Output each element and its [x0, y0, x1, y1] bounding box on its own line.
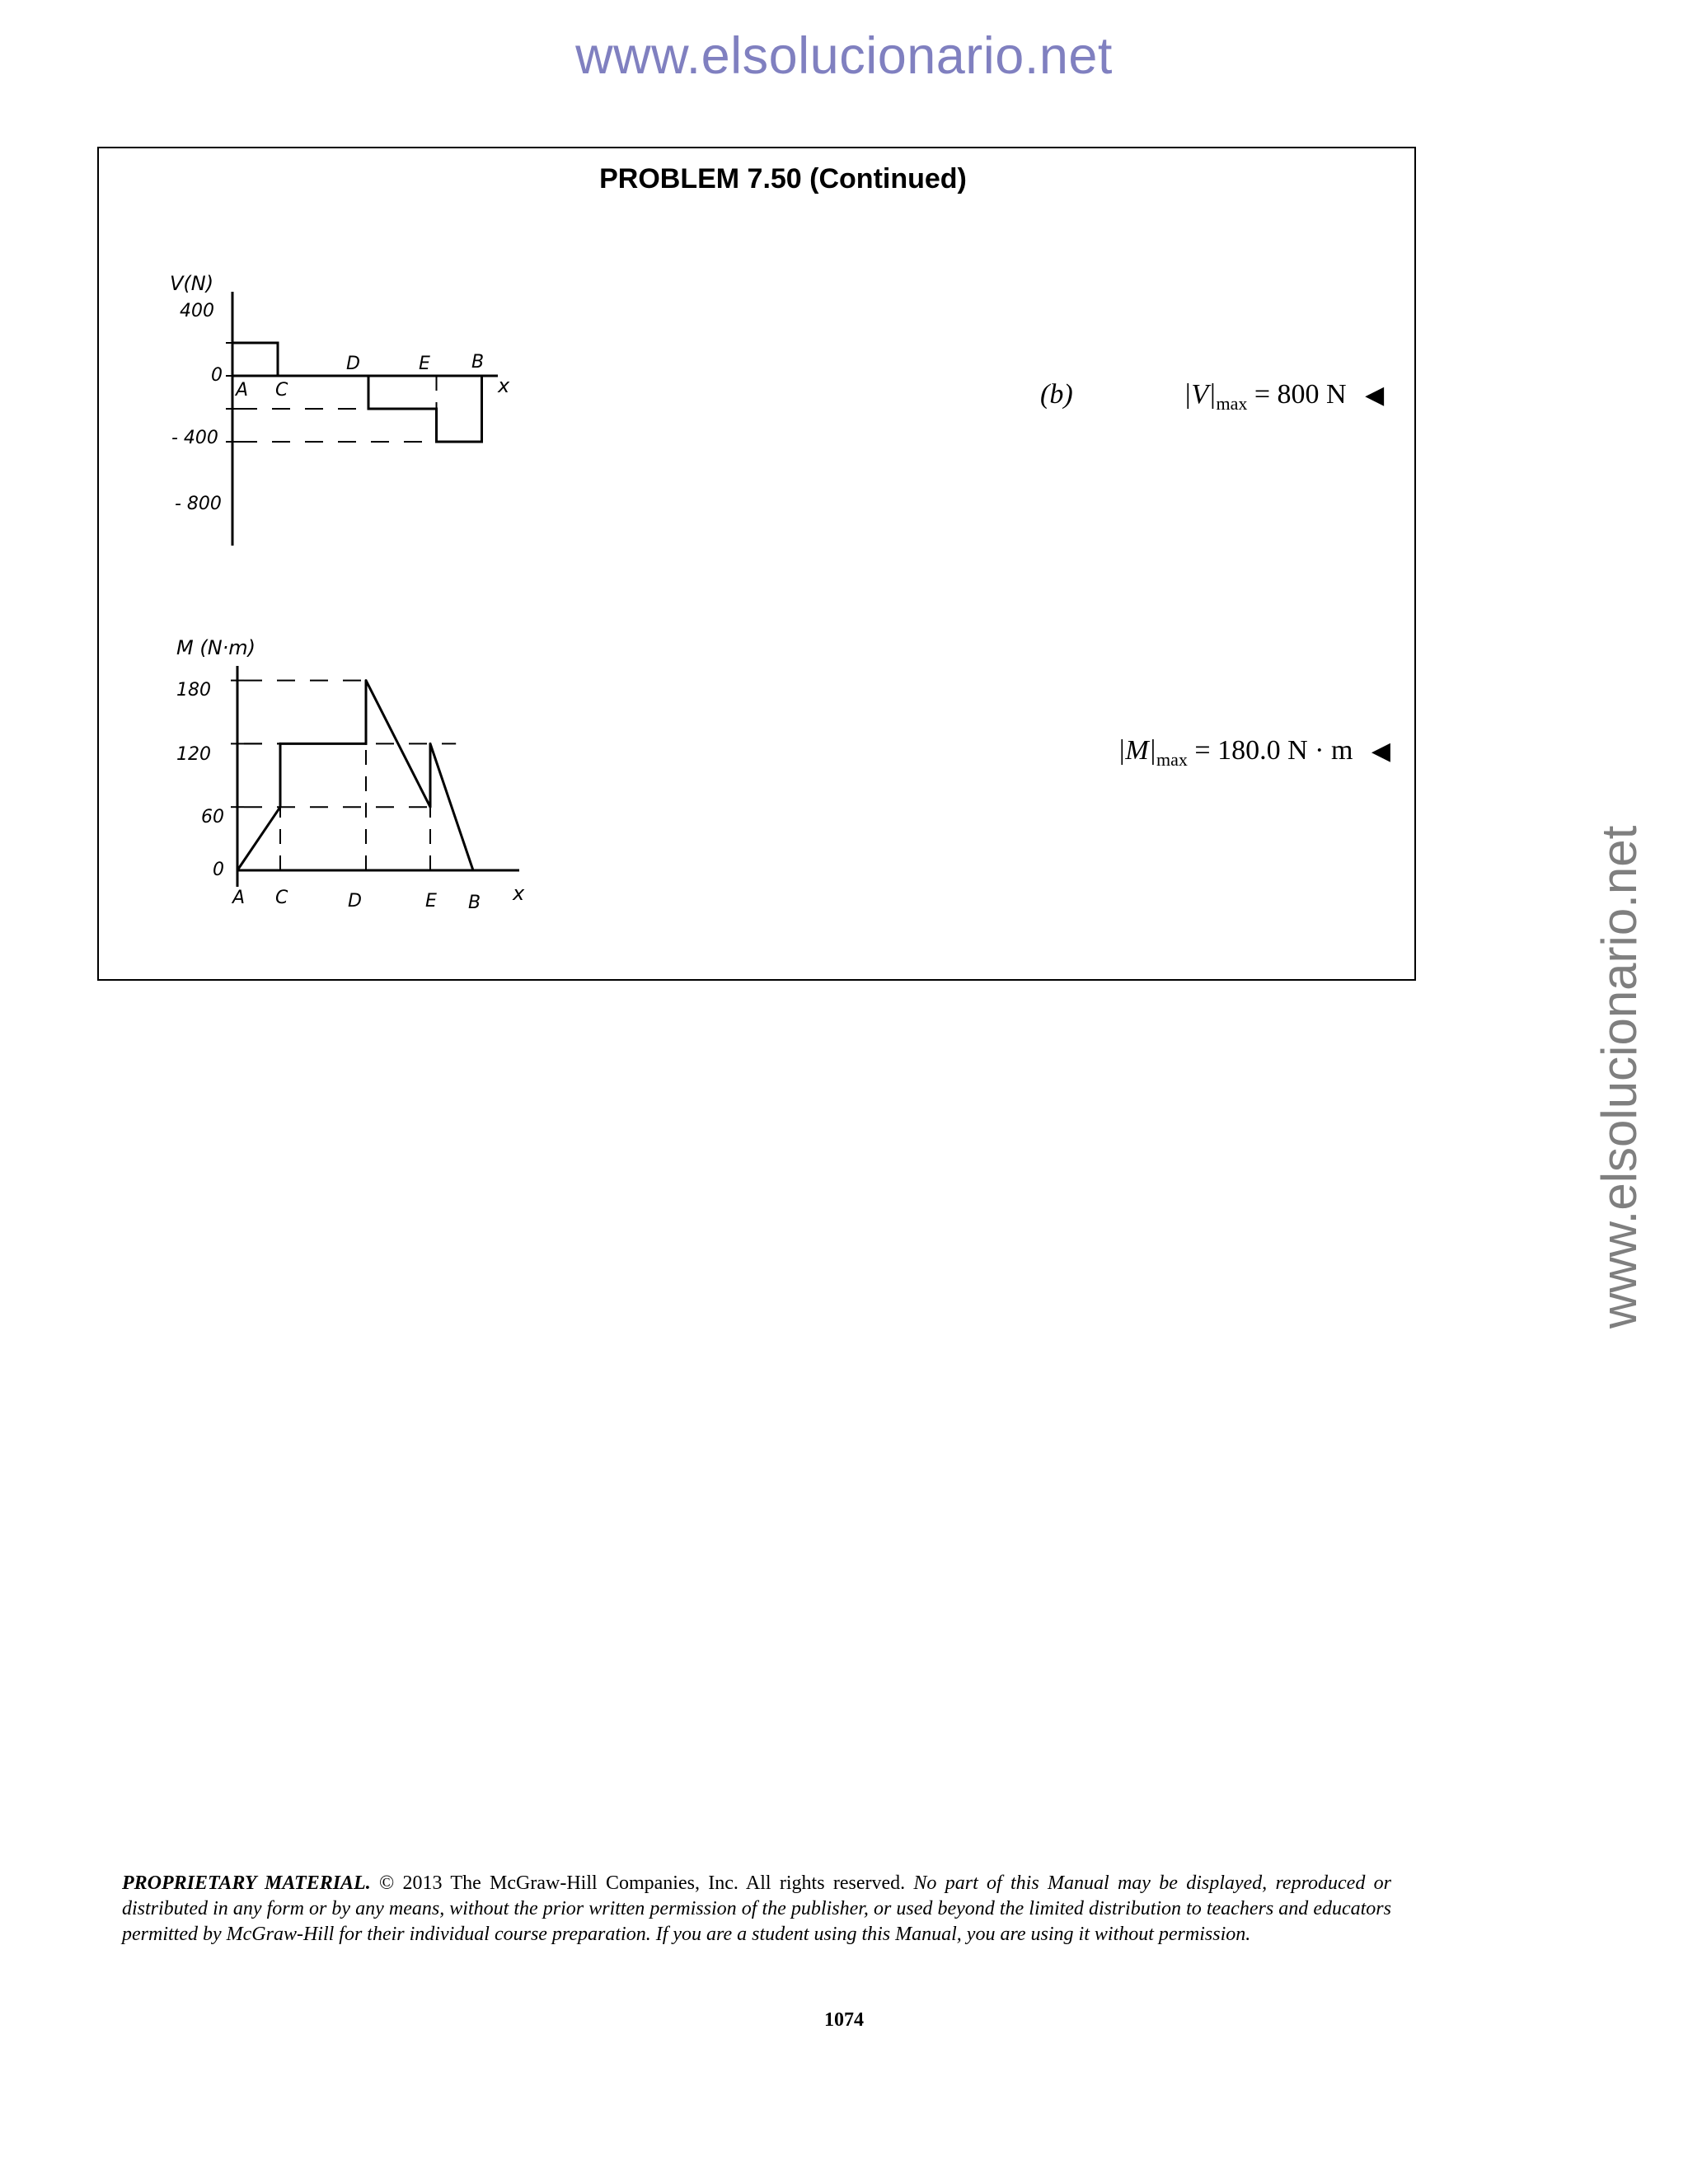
page-number: 1074: [824, 2009, 864, 2031]
footer-normal: © 2013 The McGraw-Hill Companies, Inc. All rights reserved.: [370, 1872, 914, 1894]
footer-italic: No part of this Manual may be displayed, reproduced or distributed in any form or by any means, without the prior written permission of the publisher, or used beyond the limited distribution to teachers and educators permitted by McGraw-Hill for their individual course preparation. If you are a student using this Manual, you are using it without permission.: [122, 1872, 1391, 1945]
answer-v-max: [1184, 379, 1384, 415]
v-label-b: B: [471, 352, 485, 373]
answer-m-max: [1118, 735, 1390, 771]
v-max-value: = 800 N: [1254, 379, 1347, 410]
v-max-symbol: |V|: [1184, 379, 1217, 410]
answer-marker-icon: ◀: [1365, 381, 1385, 410]
moment-diagram: [157, 626, 536, 923]
m-tick-120: 120: [176, 744, 211, 765]
m-axis-x-label: x: [513, 882, 525, 905]
v-max-sub: max: [1216, 393, 1248, 414]
m-point-5: [429, 806, 432, 808]
v-point-3: [277, 375, 279, 377]
m-max-symbol: |M|: [1118, 735, 1157, 766]
m-point-7: [472, 869, 475, 872]
watermark-top: www.elsolucionario.net: [575, 27, 1113, 85]
v-point-6: [435, 408, 438, 410]
v-label-c: C: [275, 380, 288, 401]
m-label-e: E: [425, 891, 437, 912]
v-point-7: [435, 441, 438, 443]
m-series-line: [237, 681, 473, 870]
problem-title: PROBLEM 7.50 (Continued): [599, 163, 967, 194]
v-point-9: [481, 375, 483, 377]
m-label-c: C: [275, 888, 288, 908]
m-tick-0: 0: [213, 860, 224, 880]
v-point-4: [368, 375, 370, 377]
answer-part-label: (b): [1040, 379, 1073, 410]
m-label-a: A: [232, 888, 246, 908]
copyright-notice: [122, 1871, 1391, 1947]
v-tick-m800: - 800: [175, 494, 222, 514]
v-tick-0: 0: [211, 365, 223, 386]
m-point-2: [279, 743, 282, 745]
shear-diagram: [157, 272, 536, 552]
answer-marker-icon: ◀: [1371, 737, 1390, 766]
v-tick-400: 400: [180, 301, 214, 321]
m-point-1: [279, 806, 282, 808]
v-point-5: [368, 408, 370, 410]
v-label-a: A: [236, 380, 249, 401]
m-point-6: [429, 743, 432, 745]
m-axis-label: M (N·m): [176, 636, 256, 659]
v-tick-m400: - 400: [171, 428, 218, 448]
m-point-3: [365, 743, 368, 745]
m-label-b: B: [468, 893, 481, 913]
m-max-value: = 180.0 N · m: [1194, 735, 1353, 766]
v-label-e: E: [419, 354, 430, 374]
v-point-2: [277, 342, 279, 344]
v-point-1: [232, 342, 234, 344]
m-tick-180: 180: [176, 680, 211, 701]
v-axis-x-label: x: [498, 374, 510, 397]
v-axis-label: V(N): [170, 272, 214, 295]
watermark-side: www.elsolucionario.net: [1592, 825, 1647, 1329]
footer-lead: PROPRIETARY MATERIAL.: [122, 1872, 371, 1894]
v-point-8: [481, 441, 483, 443]
m-tick-60: 60: [201, 807, 224, 827]
m-point-0: [237, 869, 239, 872]
v-point-0: [232, 375, 234, 377]
m-label-d: D: [348, 891, 362, 912]
v-label-d: D: [346, 354, 360, 374]
m-max-sub: max: [1156, 749, 1188, 770]
m-point-4: [365, 679, 368, 682]
